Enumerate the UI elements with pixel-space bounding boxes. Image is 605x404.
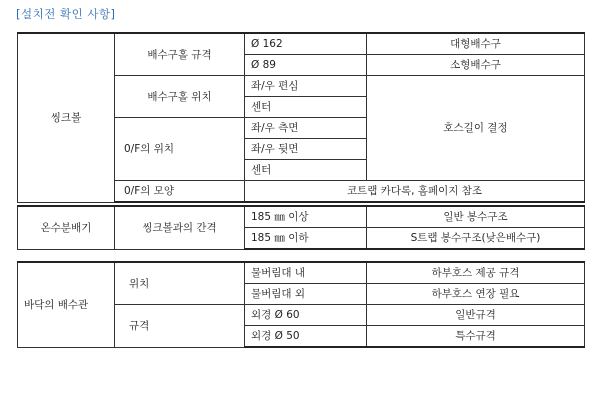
drain-hole-position-label: 배수구홀 위치: [115, 76, 245, 118]
over-185-cell: 185 ㎜ 이상: [245, 206, 367, 228]
general-trap-cell: 일반 봉수구조: [367, 206, 585, 228]
position-label: 위치: [115, 262, 245, 305]
floor-drain-category: 바닥의 배수관: [18, 262, 115, 347]
sink-bowl-category: 씽크볼: [18, 33, 115, 202]
s-trap-cell: S트랩 봉수구조(낮은배수구): [367, 228, 585, 250]
center-cell-a: 센터: [245, 97, 367, 118]
floor-drain-table: [17, 261, 585, 348]
inside-cabinet-cell: 물버림대 내: [245, 262, 367, 284]
of-position-label: 0/F의 위치: [115, 118, 245, 181]
general-spec-cell: 일반규격: [367, 305, 585, 326]
outer-60-cell: 외경 Ø 60: [245, 305, 367, 326]
special-spec-cell: 특수규격: [367, 326, 585, 348]
side-cell: 좌/우 측면: [245, 118, 367, 139]
hose-length-cell: 호스길이 결정: [367, 76, 585, 181]
drain-hole-spec-label: 배수구홀 규격: [115, 33, 245, 76]
water-outlet-category: 온수분배기: [18, 206, 115, 249]
outer-50-cell: 외경 Ø 50: [245, 326, 367, 348]
large-drain-cell: 대형배수구: [367, 33, 585, 55]
spec-label: 규격: [115, 305, 245, 348]
sink-bowl-gap-label: 씽크볼과의 간격: [115, 206, 245, 249]
off-center-cell: 좌/우 편심: [245, 76, 367, 97]
hose-extension-cell: 하부호스 연장 필요: [367, 284, 585, 305]
sink-bowl-table: [17, 32, 585, 203]
section-heading: [설치전 확인 사항]: [16, 7, 116, 21]
of-shape-value: 코트랩 카다록, 홈페이지 참조: [245, 181, 585, 203]
size-162-cell: Ø 162: [245, 33, 367, 55]
of-shape-label: 0/F의 모양: [115, 181, 245, 203]
outside-cabinet-cell: 물버림대 외: [245, 284, 367, 305]
hose-provided-cell: 하부호스 제공 규격: [367, 262, 585, 284]
size-89-cell: Ø 89: [245, 55, 367, 76]
under-185-cell: 185 ㎜ 이하: [245, 228, 367, 250]
water-outlet-table: [17, 205, 585, 250]
center-cell-b: 센터: [245, 160, 367, 181]
back-cell: 좌/우 뒷면: [245, 139, 367, 160]
small-drain-cell: 소형배수구: [367, 55, 585, 76]
